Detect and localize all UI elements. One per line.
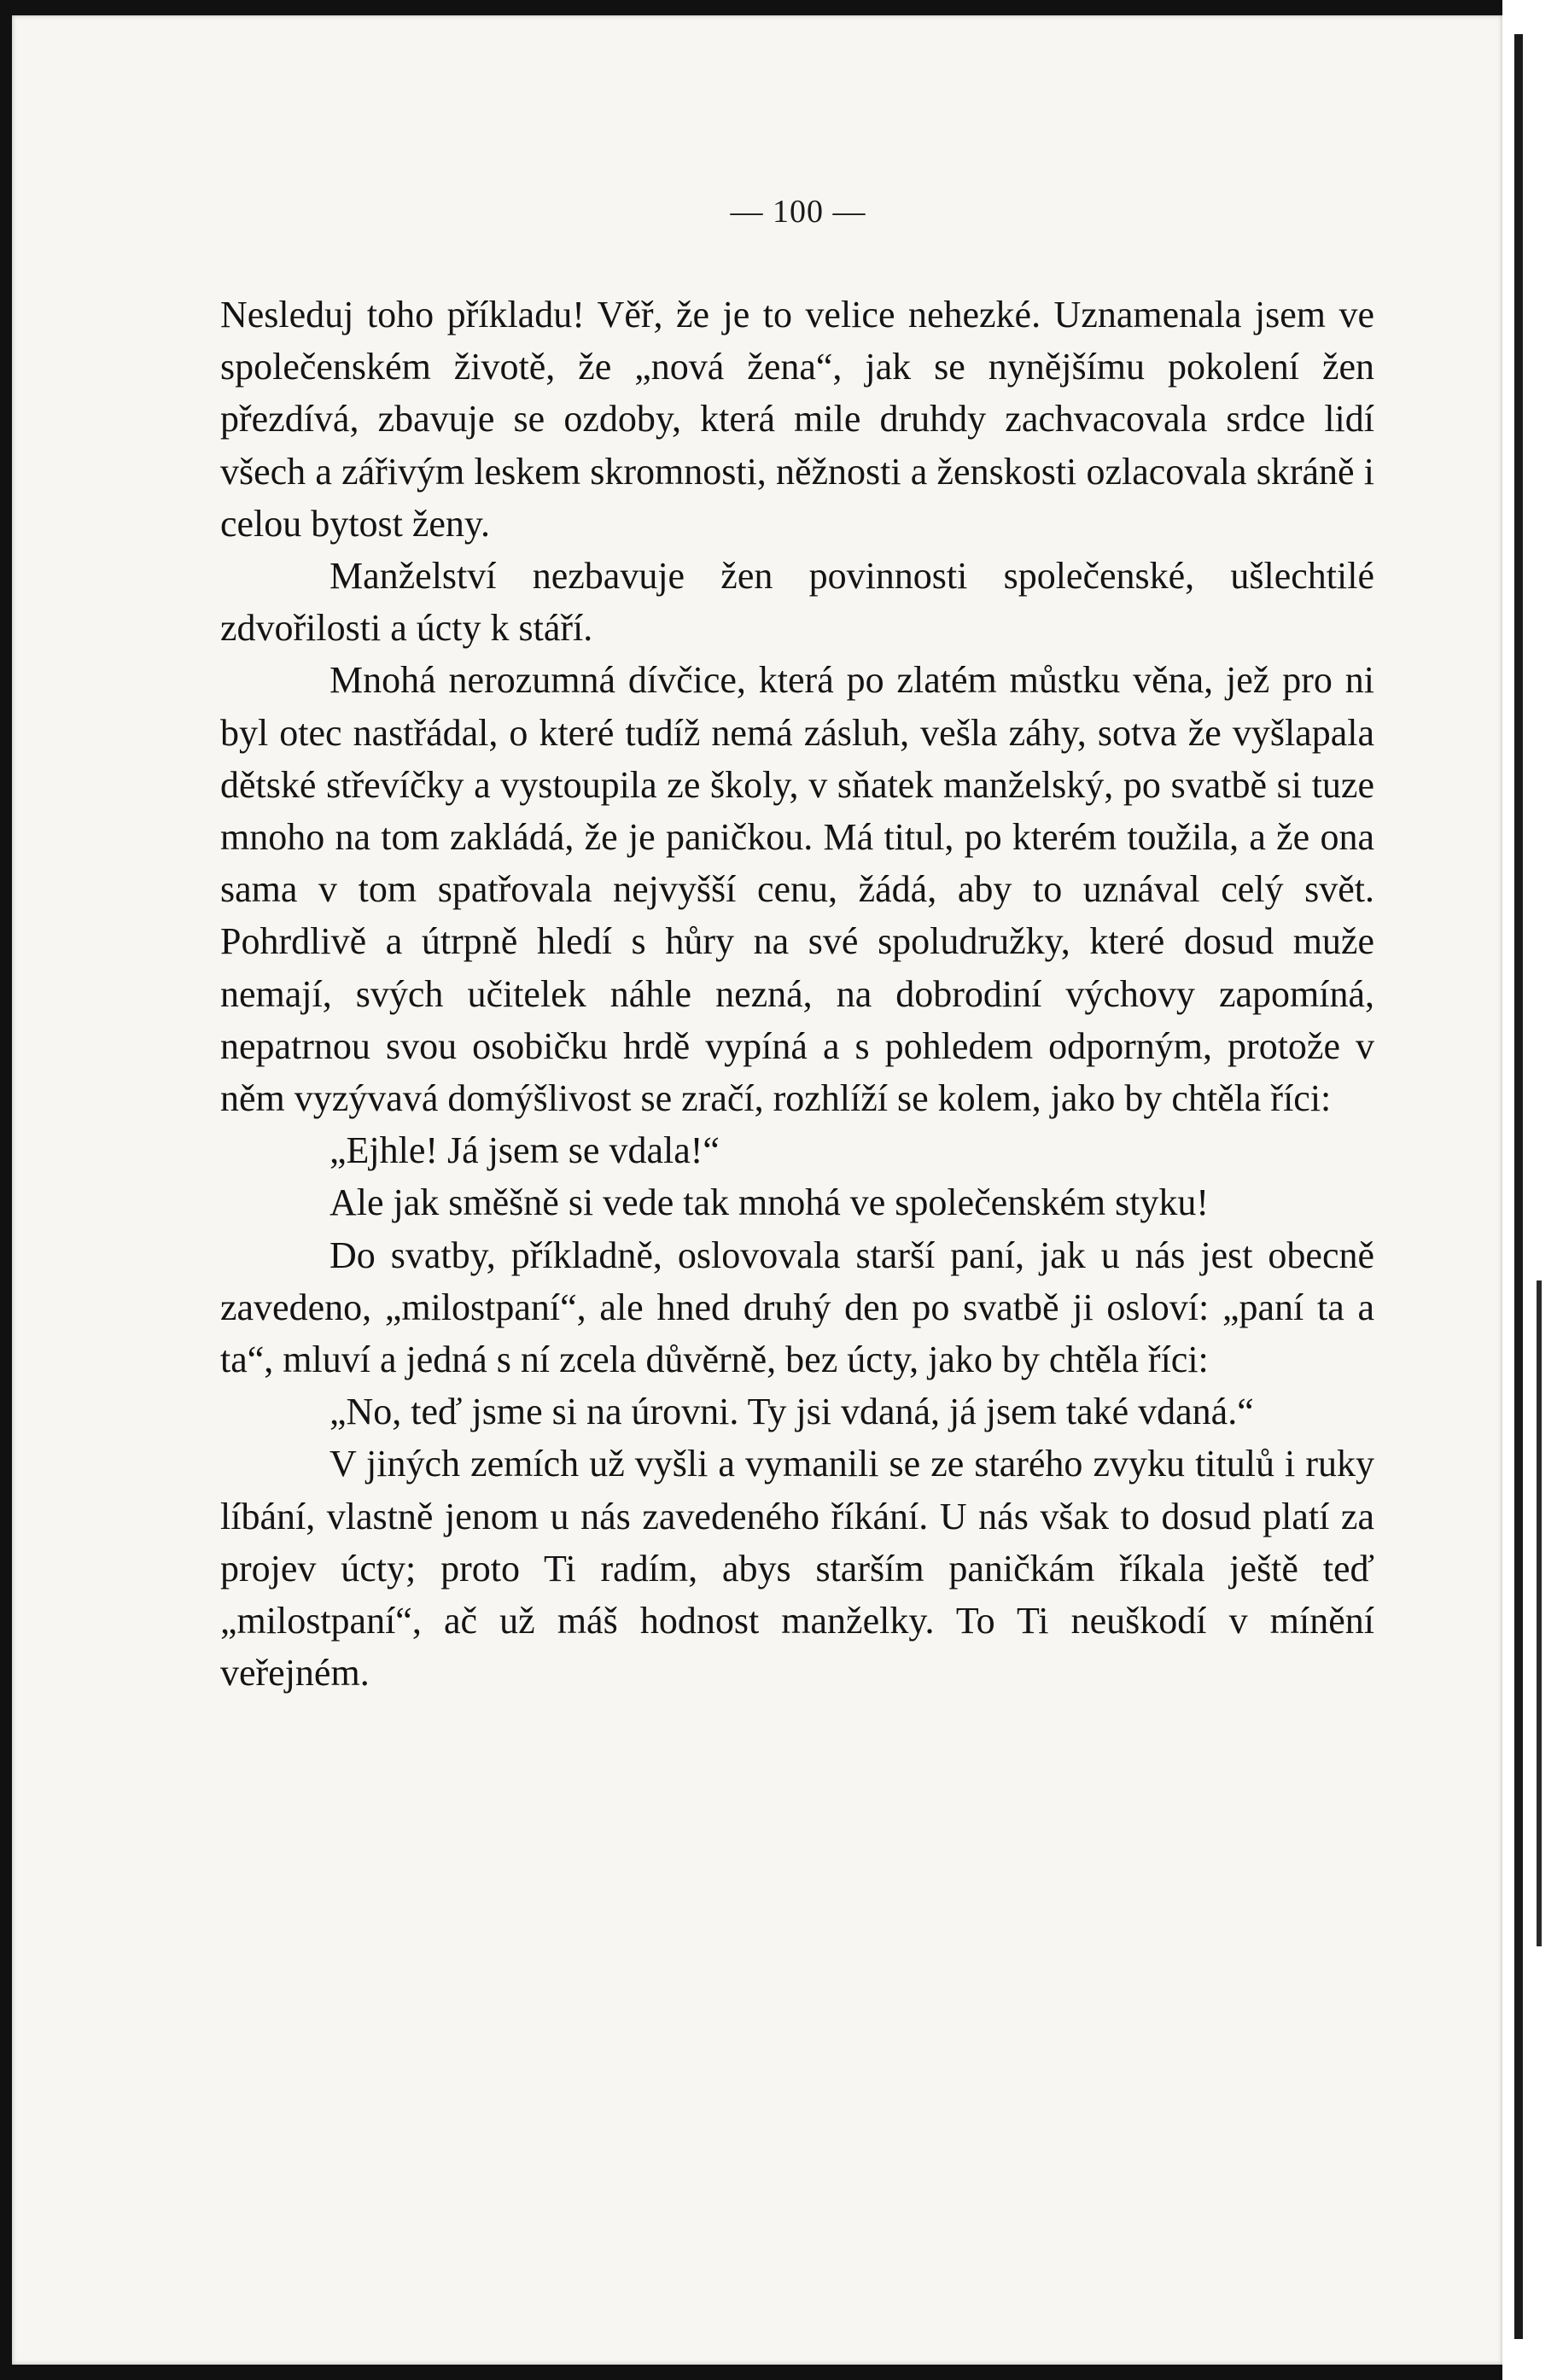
paragraph-5: Do svatby, příkladně, oslovovala starší paní, jak u nás jest obecně zavedeno, „milostpaní“, ale hned druhý den po svatbě ji osloví: „paní ta a ta“, mluví a jedná s ní zcela důvěrně, bez úcty, jako by chtěla říci: bbox=[220, 1234, 1374, 1381]
paragraph-4: Ale jak směšně si vede tak mnohá ve společenském styku! bbox=[330, 1181, 1210, 1224]
binding-shadow bbox=[1514, 34, 1523, 2339]
adjacent-page-edge bbox=[1502, 0, 1563, 2380]
page-edge-mark bbox=[1537, 1280, 1542, 1946]
quote-2: „No, teď jsme si na úrovni. Ty jsi vdaná, já jsem také vdaná.“ bbox=[330, 1391, 1254, 1433]
paragraph-6: V jiných zemích už vyšli a vymanili se ze starého zvyku titulů i ruky líbání, vlastně jenom u nás zavedeného říkání. U nás však to dosud platí za projev úcty; proto Ti radím, abys starším paničkám říkala ještě teď „milostpaní“, ač už máš hodnost manželky. To Ti neuškodí v mínění veřejném. bbox=[220, 1443, 1374, 1695]
body-text bbox=[220, 289, 1374, 1699]
paragraph-3: Mnohá nerozumná dívčice, která po zlatém můstku věna, jež pro ni byl otec nastřádal, o které tudíž nemá zásluh, vešla záhy, sotva že vyšlapala dětské střevíčky a vystoupila ze školy, v sňatek manželský, po svatbě si tuze mnoho na tom zakládá, že je paničkou. Má titul, po kterém toužila, a že ona sama v tom spatřovala nejvyšší cenu, žádá, aby to uznával celý svět. Pohrdlivě a útrpně hledí s hůry na své spoludružky, které dosud muže nemají, svých učitelek náhle nezná, na dobrodiní výchovy zapomíná, nepatrnou svou osobičku hrdě vypíná a s pohledem odporným, protože v něm vyzývavá domýšlivost se zračí, rozhlíží se kolem, jako by chtěla říci: bbox=[220, 659, 1374, 1120]
quote-1: „Ejhle! Já jsem se vdala!“ bbox=[330, 1129, 720, 1172]
paragraph-2: Manželství nezbavuje žen povinnosti společenské, ušlechtilé zdvořilosti a úcty k stáří. bbox=[220, 555, 1374, 650]
paragraph-1: Nesleduj toho příkladu! Věř, že je to velice nehezké. Uznamenala jsem ve společenském životě, že „nová žena“, jak se nynějšímu pokolení žen přezdívá, zbavuje se ozdoby, která mile druhdy zachvacovala srdce lidí všech a zářivým leskem skromnosti, něžnosti a ženskosti ozlacovala skráně i celou bytost ženy. bbox=[220, 294, 1374, 545]
page-number: — 100 — bbox=[730, 194, 866, 230]
